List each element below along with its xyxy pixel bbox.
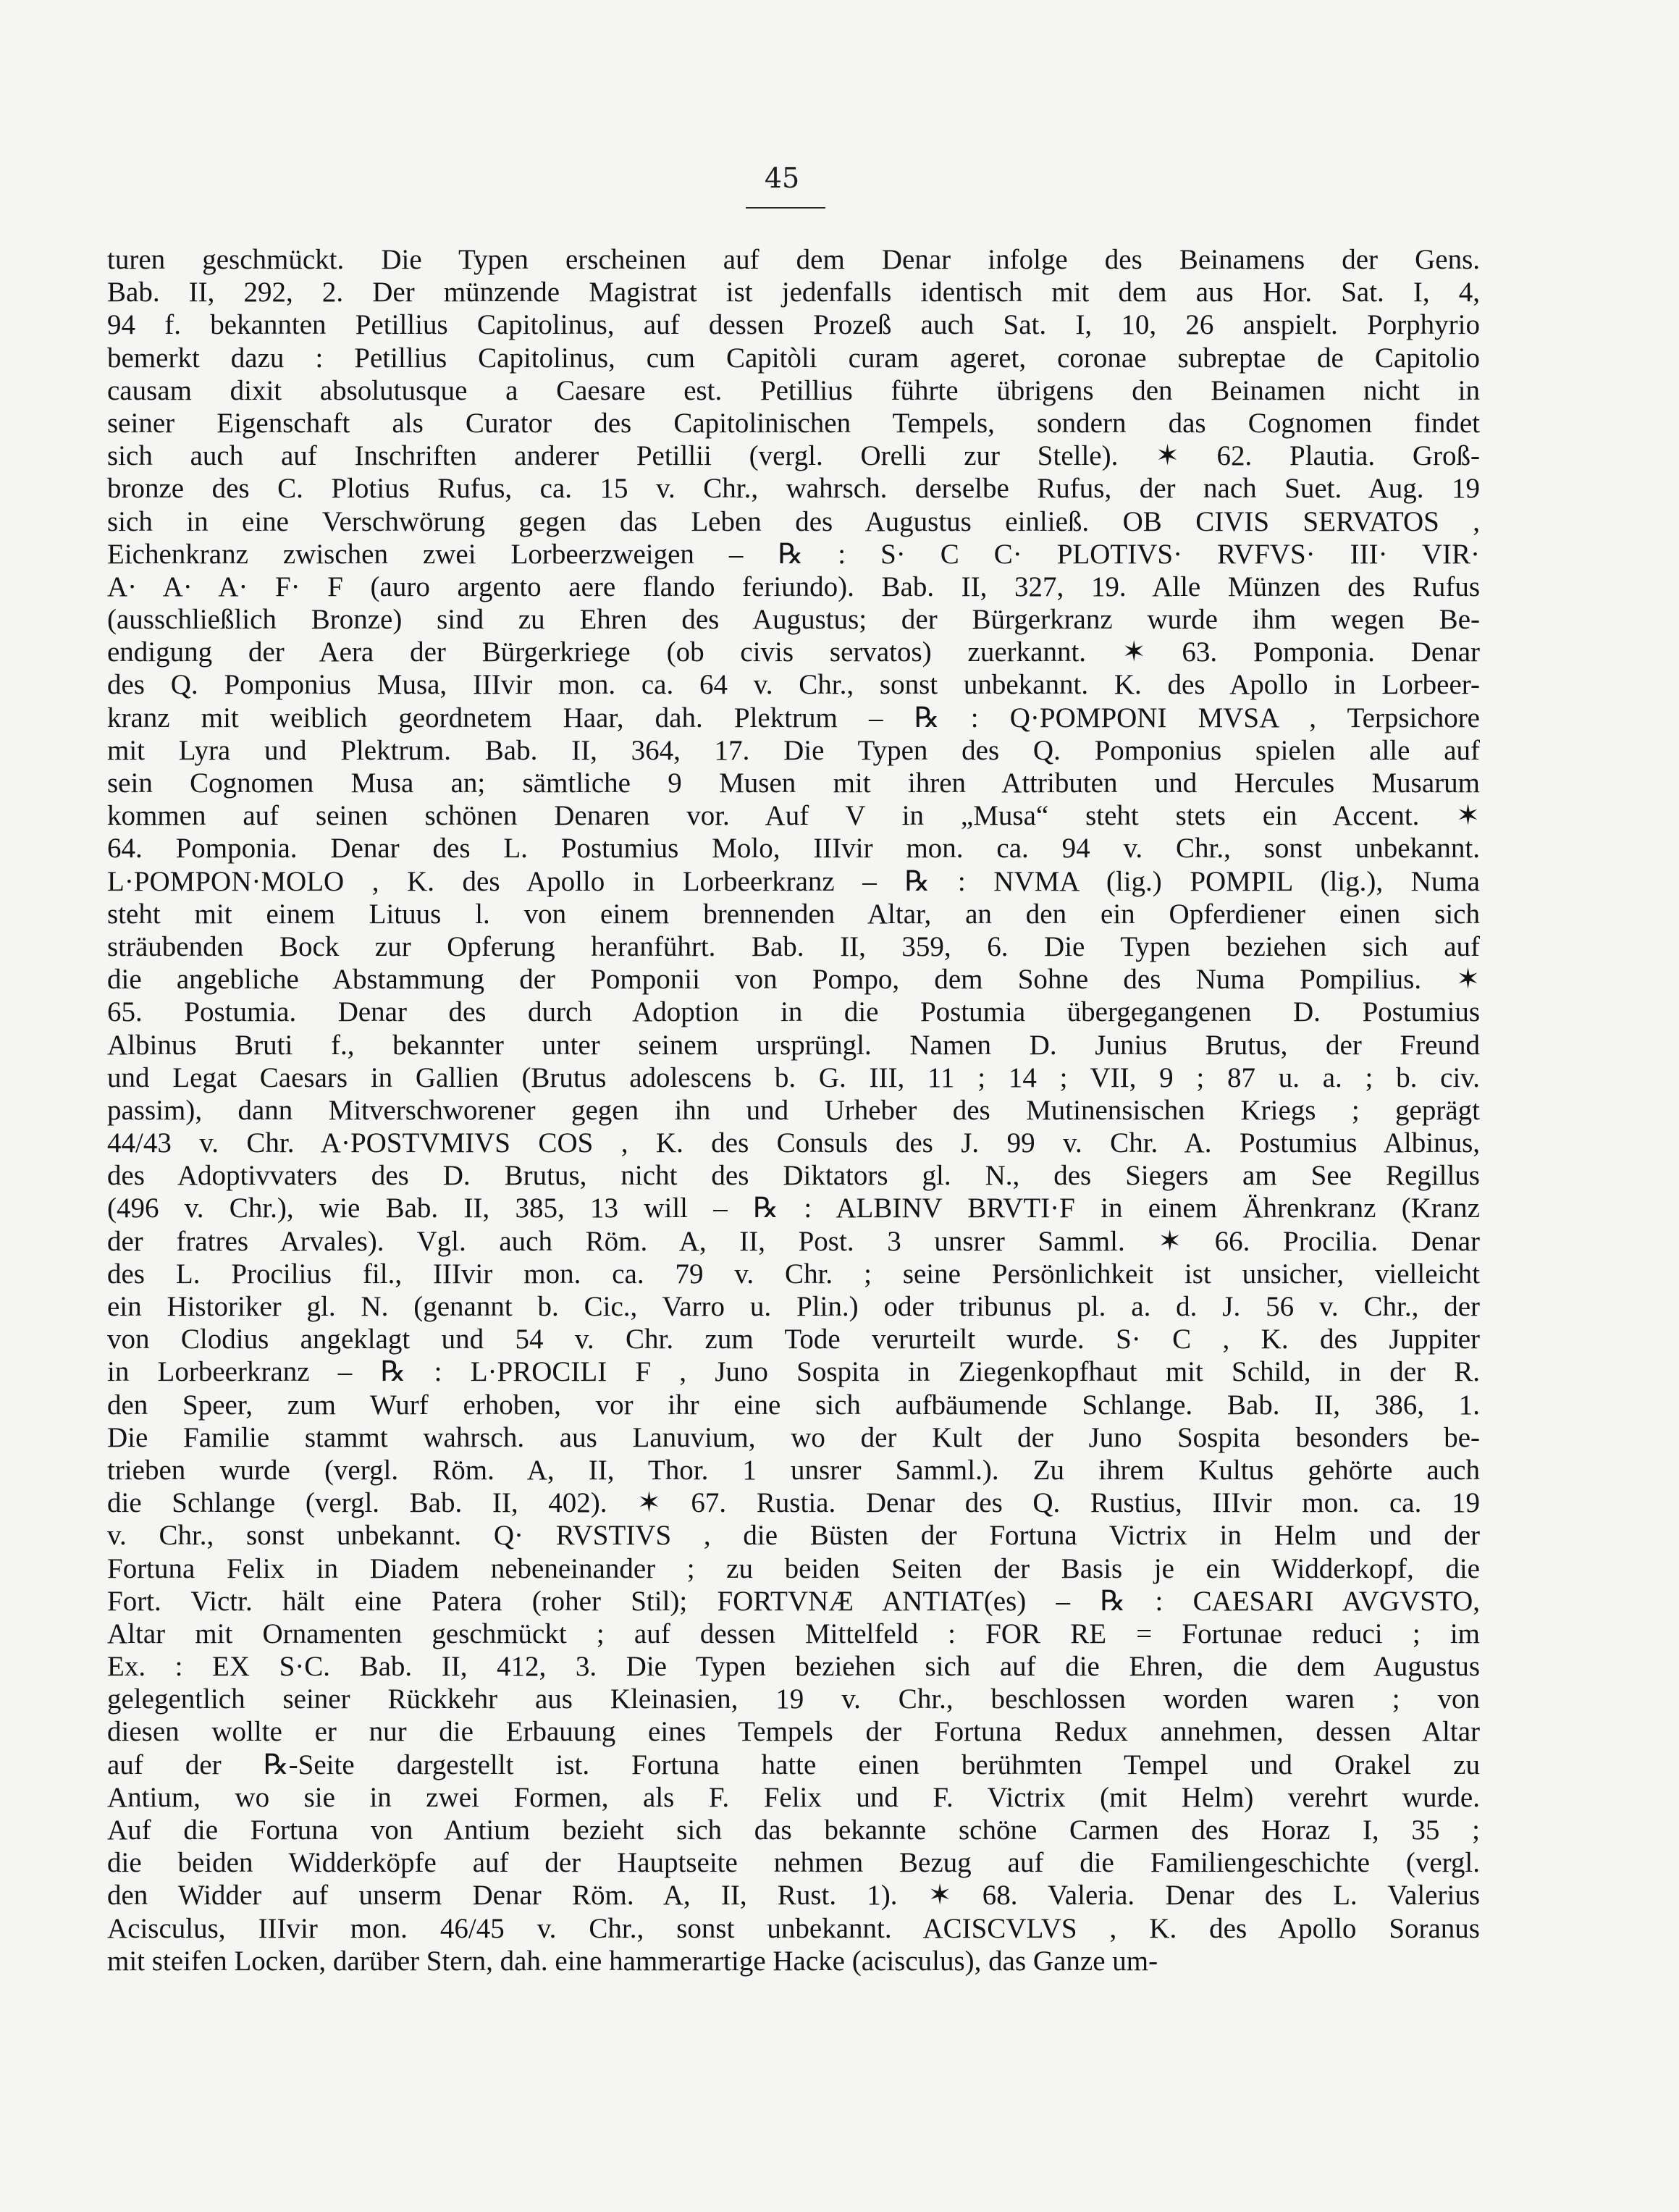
text-line: causam dixit absolutusque a Caesare est. Petillius führte übrigens den Beinamen nicht in	[107, 374, 1480, 406]
text-line: Auf die Fortuna von Antium bezieht sich das bekannte schöne Carmen des Horaz I, 35 ;	[107, 1814, 1480, 1846]
text-line: kranz mit weiblich geordnetem Haar, dah. Plektrum – ℞ : Q·POMPONI MVSA , Terpsichore	[107, 702, 1480, 733]
text-line: 64. Pomponia. Denar des L. Postumius Molo, IIIvir mon. ca. 94 v. Chr., sonst unbekannt.	[107, 833, 1480, 865]
text-line: Acisculus, IIIvir mon. 46/45 v. Chr., sonst unbekannt. ACISCVLVS , K. des Apollo Soranus	[107, 1912, 1480, 1944]
text-line: (496 v. Chr.), wie Bab. II, 385, 13 will – ℞ : ALBINV BRVTI·F in einem Ährenkranz (Kranz	[107, 1193, 1480, 1224]
text-line: die Schlange (vergl. Bab. II, 402). ✶ 67. Rustia. Denar des Q. Rustius, IIIvir mon. ca. 19	[107, 1487, 1480, 1519]
text-line: den Widder auf unserm Denar Röm. A, II, Rust. 1). ✶ 68. Valeria. Denar des L. Valerius	[107, 1880, 1480, 1912]
page-number: 45	[764, 162, 800, 194]
text-line: in Lorbeerkranz – ℞ : L·PROCILI F , Juno Sospita in Ziegenkopfhaut mit Schild, in der R.	[107, 1356, 1480, 1388]
text-line: steht mit einem Lituus l. von einem brennenden Altar, an den ein Opferdiener einen sich	[107, 898, 1480, 930]
text-line: Bab. II, 292, 2. Der münzende Magistrat ist jedenfalls identisch mit dem aus Hor. Sat. I, 4,	[107, 277, 1480, 308]
text-line: endigung der Aera der Bürgerkriege (ob civis servatos) zuerkannt. ✶ 63. Pomponia. Denar	[107, 636, 1480, 668]
text-line: Albinus Bruti f., bekannter unter seinem ursprüngl. Namen D. Junius Brutus, der Freund	[107, 1029, 1480, 1061]
text-line: bronze des C. Plotius Rufus, ca. 15 v. Chr., wahrsch. derselbe Rufus, der nach Suet. Aug. 19	[107, 473, 1480, 505]
text-line: passim), dann Mitverschworener gegen ihn und Urheber des Mutinensischen Kriegs ; geprägt	[107, 1094, 1480, 1126]
text-line: Fort. Victr. hält eine Patera (roher Stil); FORTVNÆ ANTIAT(es) – ℞ : CAESARI AVGVSTO,	[107, 1585, 1480, 1617]
text-line: Die Familie stammt wahrsch. aus Lanuvium, wo der Kult der Juno Sospita besonders be-	[107, 1421, 1480, 1453]
text-line: Fortuna Felix in Diadem nebeneinander ; zu beiden Seiten der Basis je ein Widderkopf, die	[107, 1552, 1480, 1584]
text-line: und Legat Caesars in Gallien (Brutus adolescens b. G. III, 11 ; 14 ; VII, 9 ; 87 u. a. ; b. civ.	[107, 1061, 1480, 1093]
text-line: des Q. Pomponius Musa, IIIvir mon. ca. 64 v. Chr., sonst unbekannt. K. des Apollo in Lorbeer-	[107, 669, 1480, 701]
text-line: des L. Procilius fil., IIIvir mon. ca. 79 v. Chr. ; seine Persönlichkeit ist unsicher, vielleicht	[107, 1258, 1480, 1290]
text-line: sich in eine Verschwörung gegen das Leben des Augustus einließ. OB CIVIS SERVATOS ,	[107, 505, 1480, 537]
text-line: des Adoptivvaters des D. Brutus, nicht des Diktators gl. N., des Siegers am See Regillus	[107, 1160, 1480, 1192]
text-line: die beiden Widderköpfe auf der Hauptseite nehmen Bezug auf die Familiengeschichte (vergl.	[107, 1847, 1480, 1879]
text-line: von Clodius angeklagt und 54 v. Chr. zum Tode verurteilt wurde. S· C , K. des Juppiter	[107, 1324, 1480, 1355]
text-line: diesen wollte er nur die Erbauung eines Tempels der Fortuna Redux annehmen, dessen Altar	[107, 1716, 1480, 1748]
text-line: auf der ℞-Seite dargestellt ist. Fortuna hatte einen berühmten Tempel und Orakel zu	[107, 1749, 1480, 1780]
text-line: sträubenden Bock zur Opferung heranführt. Bab. II, 359, 6. Die Typen beziehen sich auf	[107, 930, 1480, 962]
text-line: ein Historiker gl. N. (genannt b. Cic., Varro u. Plin.) oder tribunus pl. a. d. J. 56 v. Chr., der	[107, 1291, 1480, 1322]
text-line: der fratres Arvales). Vgl. auch Röm. A, II, Post. 3 unsrer Samml. ✶ 66. Procilia. Denar	[107, 1225, 1480, 1257]
text-line: Altar mit Ornamenten geschmückt ; auf dessen Mittelfeld : FOR RE = Fortunae reduci ; im	[107, 1618, 1480, 1649]
text-line: die angebliche Abstammung der Pomponii von Pompo, dem Sohne des Numa Pompilius. ✶	[107, 964, 1480, 996]
body-text	[107, 243, 1480, 1977]
text-line: Ex. : EX S·C. Bab. II, 412, 3. Die Typen beziehen sich auf die Ehren, die dem Augustus	[107, 1651, 1480, 1683]
text-line: Antium, wo sie in zwei Formen, als F. Felix und F. Victrix (mit Helm) verehrt wurde.	[107, 1781, 1480, 1813]
text-line: seiner Eigenschaft als Curator des Capitolinischen Tempels, sondern das Cognomen findet	[107, 407, 1480, 439]
text-line: L·POMPON·MOLO , K. des Apollo in Lorbeerkranz – ℞ : NVMA (lig.) POMPIL (lig.), Numa	[107, 865, 1480, 897]
text-line: sein Cognomen Musa an; sämtliche 9 Musen mit ihren Attributen und Hercules Musarum	[107, 768, 1480, 799]
text-line: mit Lyra und Plektrum. Bab. II, 364, 17. Die Typen des Q. Pomponius spielen alle auf	[107, 734, 1480, 766]
text-line: sich auch auf Inschriften anderer Petillii (vergl. Orelli zur Stelle). ✶ 62. Plautia. Groß-	[107, 440, 1480, 472]
text-line: Eichenkranz zwischen zwei Lorbeerzweigen – ℞ : S· C C· PLOTIVS· RVFVS· III· VIR·	[107, 538, 1480, 570]
text-line: gelegentlich seiner Rückkehr aus Kleinasien, 19 v. Chr., beschlossen worden waren ; von	[107, 1683, 1480, 1715]
text-line: den Speer, zum Wurf erhoben, vor ihr eine sich aufbäumende Schlange. Bab. II, 386, 1.	[107, 1389, 1480, 1421]
text-line: bemerkt dazu : Petillius Capitolinus, cum Capitòli curam ageret, coronae subreptae de Capitolio	[107, 342, 1480, 374]
text-line: (ausschließlich Bronze) sind zu Ehren des Augustus; der Bürgerkranz wurde ihm wegen Be-	[107, 604, 1480, 636]
text-line: 44/43 v. Chr. A·POSTVMIVS COS , K. des Consuls des J. 99 v. Chr. A. Postumius Albinus,	[107, 1127, 1480, 1159]
text-line: A· A· A· F· F (auro argento aere flando feriundo). Bab. II, 327, 19. Alle Münzen des Rufus	[107, 571, 1480, 602]
text-line: trieben wurde (vergl. Röm. A, II, Thor. 1 unsrer Samml.). Zu ihrem Kultus gehörte auch	[107, 1454, 1480, 1486]
text-line: v. Chr., sonst unbekannt. Q· RVSTIVS , die Büsten der Fortuna Victrix in Helm und der	[107, 1520, 1480, 1552]
text-line: mit steifen Locken, darüber Stern, dah. eine hammerartige Hacke (acisculus), das Ganze um-	[107, 1945, 1158, 1977]
text-line: 65. Postumia. Denar des durch Adoption in die Postumia übergegangenen D. Postumius	[107, 996, 1480, 1028]
page-number-rule	[746, 207, 825, 209]
text-line: turen geschmückt. Die Typen erscheinen auf dem Denar infolge des Beinamens der Gens.	[107, 244, 1480, 275]
text-line: 94 f. bekannten Petillius Capitolinus, auf dessen Prozeß auch Sat. I, 10, 26 anspielt. Porphyrio	[107, 309, 1480, 341]
text-line: kommen auf seinen schönen Denaren vor. Auf V in „Musa“ steht stets ein Accent. ✶	[107, 800, 1480, 832]
